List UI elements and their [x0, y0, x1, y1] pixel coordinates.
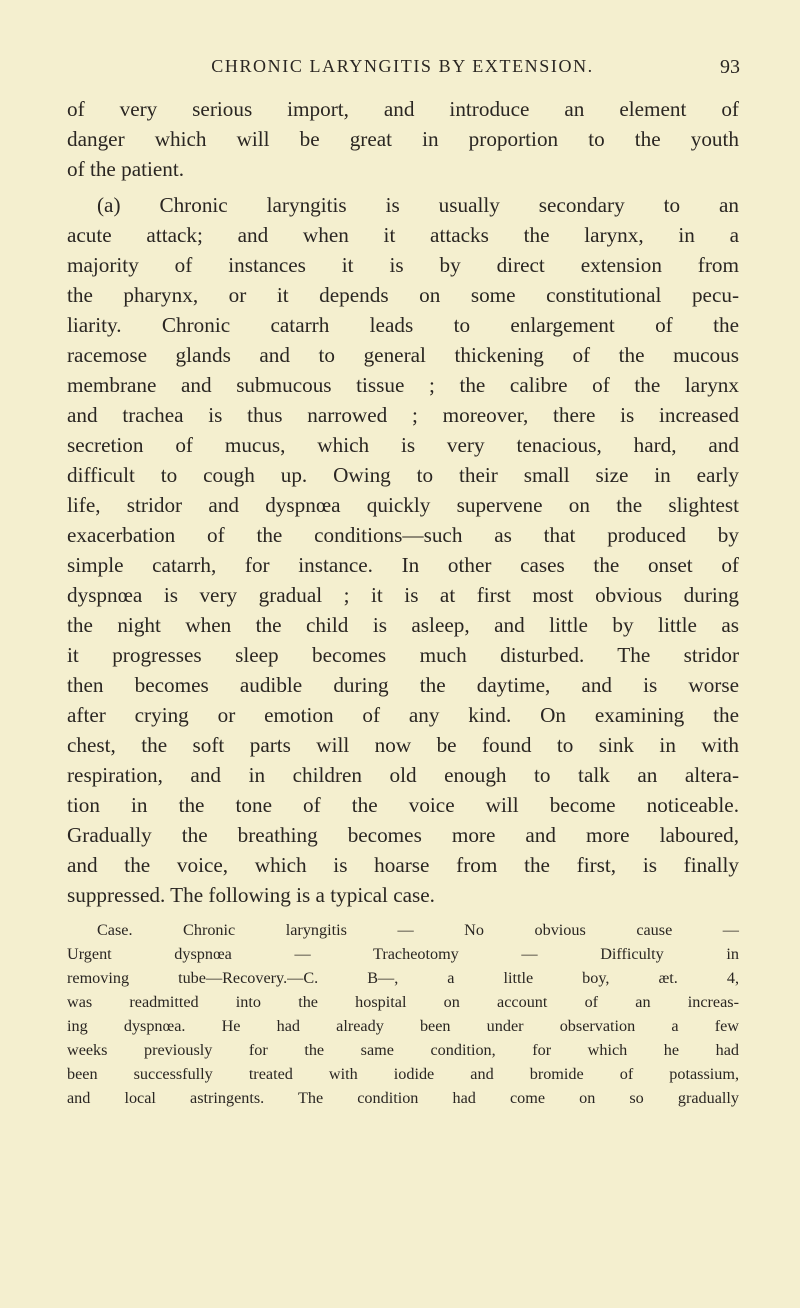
text-line: Gradually the breathing becomes more and more laboured, [67, 823, 739, 847]
text-line: suppressed. The following is a typical case. [67, 883, 435, 907]
case-line: Case. Chronic laryngitis — No obvious cause — [97, 921, 739, 939]
case-line: been successfully treated with iodide and bromide of potassium, [67, 1065, 739, 1083]
text-line: of very serious import, and introduce an element of [67, 97, 739, 121]
case-line: weeks previously for the same condition, for which he had [67, 1041, 739, 1059]
text-line: membrane and submucous tissue ; the calibre of the larynx [67, 373, 739, 397]
text-line: racemose glands and to general thickening of the mucous [67, 343, 739, 367]
text-line: liarity. Chronic catarrh leads to enlargement of the [67, 313, 739, 337]
text-line: respiration, and in children old enough to talk an altera- [67, 763, 739, 787]
case-line: Urgent dyspnœa — Tracheotomy — Difficulty in [67, 945, 739, 963]
text-line: majority of instances it is by direct extension from [67, 253, 739, 277]
text-line: of the patient. [67, 157, 185, 181]
case-line: was readmitted into the hospital on account of an increas- [67, 993, 739, 1011]
running-head [65, 56, 740, 82]
text-line: then becomes audible during the daytime, and is worse [67, 673, 739, 697]
text-line: life, stridor and dyspnœa quickly supervene on the slightest [67, 493, 739, 517]
text-line: and the voice, which is hoarse from the first, is finally [67, 853, 739, 877]
text-line: difficult to cough up. Owing to their small size in early [67, 463, 739, 487]
text-line: tion in the tone of the voice will become noticeable. [67, 793, 739, 817]
text-line: acute attack; and when it attacks the larynx, in a [67, 223, 739, 247]
case-line: removing tube—Recovery.—C. B—, a little boy, æt. 4, [67, 969, 739, 987]
text-line: dyspnœa is very gradual ; it is at first most obvious during [67, 583, 739, 607]
page-number: 93 [720, 56, 740, 78]
case-line: ing dyspnœa. He had already been under observation a few [67, 1017, 739, 1035]
text-line: simple catarrh, for instance. In other cases the onset of [67, 553, 739, 577]
text-line: chest, the soft parts will now be found to sink in with [67, 733, 739, 757]
text-line: (a) Chronic laryngitis is usually secondary to an [97, 193, 739, 217]
text-line: the pharynx, or it depends on some constitutional pecu- [67, 283, 739, 307]
running-title: CHRONIC LARYNGITIS BY EXTENSION. [211, 56, 594, 76]
text-line: exacerbation of the conditions—such as that produced by [67, 523, 739, 547]
text-line: after crying or emotion of any kind. On examining the [67, 703, 739, 727]
text-line: danger which will be great in proportion to the youth [67, 127, 739, 151]
text-line: the night when the child is asleep, and little by little as [67, 613, 739, 637]
text-line: and trachea is thus narrowed ; moreover, there is increased [67, 403, 739, 427]
case-line: and local astringents. The condition had come on so gradually [67, 1089, 739, 1107]
text-line: secretion of mucus, which is very tenacious, hard, and [67, 433, 739, 457]
text-line: it progresses sleep becomes much disturbed. The stridor [67, 643, 739, 667]
